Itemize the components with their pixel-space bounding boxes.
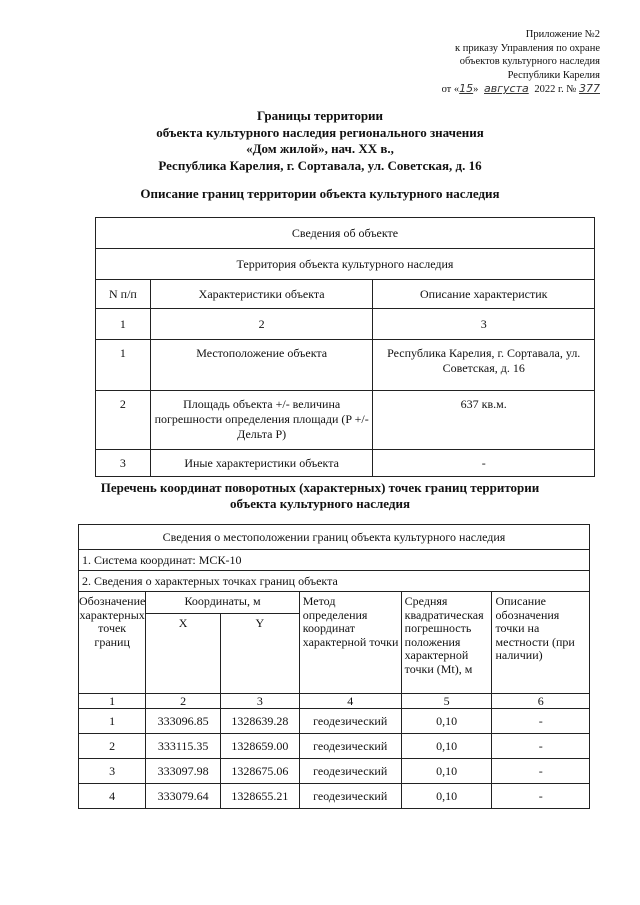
column-header: Описание характеристик <box>373 280 595 309</box>
handwritten-month: августа <box>484 82 529 95</box>
row-number: 1 <box>96 340 151 391</box>
point-y: 1328675.06 <box>220 759 299 784</box>
appendix-line-1: Приложение №2 <box>525 29 600 40</box>
point-x: 333115.35 <box>146 734 221 759</box>
coordinates-group-header: Координаты, м <box>146 592 299 614</box>
table-row <box>79 759 590 784</box>
column-number: 2 <box>150 309 373 340</box>
point-number: 2 <box>79 734 146 759</box>
table-row <box>96 391 595 450</box>
coords-header-row <box>79 592 590 614</box>
section-2-title-line-2: объекта культурного наследия <box>230 496 410 511</box>
object-info-header: Сведения об объекте <box>96 218 595 249</box>
handwritten-day: 15 <box>459 82 474 95</box>
row-description: Республика Карелия, г. Сортавала, ул. Советская, д. 16 <box>373 340 595 391</box>
appendix-line-4: Республики Карелия <box>507 69 600 81</box>
column-number-row <box>96 309 595 340</box>
point-number: 3 <box>79 759 146 784</box>
x-header: X <box>146 614 221 694</box>
point-description: - <box>492 759 590 784</box>
column-number: 6 <box>492 694 590 709</box>
point-x: 333096.85 <box>146 709 221 734</box>
object-info-table <box>95 217 595 477</box>
title-line-3: «Дом жилой», нач. XX в., <box>246 141 394 156</box>
column-number: 2 <box>146 694 221 709</box>
section-1-title: Описание границ территории объекта культурного наследия <box>140 186 500 201</box>
point-x: 333097.98 <box>146 759 221 784</box>
date-mid: » <box>473 84 479 95</box>
coordinates-header: Сведения о местоположении границ объекта культурного наследия <box>79 525 590 550</box>
point-y: 1328639.28 <box>220 709 299 734</box>
point-method: геодезический <box>299 734 401 759</box>
section-2-title-line-1: Перечень координат поворотных (характерных) точек границ территории <box>100 480 540 495</box>
document-title <box>0 108 640 174</box>
point-accuracy: 0,10 <box>401 784 492 809</box>
table-row <box>96 450 595 477</box>
date-prefix: от « <box>441 84 460 95</box>
table-row <box>79 709 590 734</box>
point-accuracy: 0,10 <box>401 709 492 734</box>
point-x: 333079.64 <box>146 784 221 809</box>
coordinates-table <box>78 524 590 809</box>
appendix-block <box>360 28 600 97</box>
appendix-line-3: объектов культурного наследия <box>459 56 600 67</box>
point-accuracy: 0,10 <box>401 759 492 784</box>
column-number: 4 <box>299 694 401 709</box>
title-line-4: Республика Карелия, г. Сортавала, ул. Советская, д. 16 <box>158 157 482 173</box>
table-row <box>79 784 590 809</box>
title-line-2: объекта культурного наследия регионального значения <box>156 124 484 140</box>
column-header: N п/п <box>96 280 151 309</box>
point-number: 1 <box>79 709 146 734</box>
order-date-line <box>360 82 600 97</box>
column-number-row <box>79 694 590 709</box>
point-y: 1328655.21 <box>220 784 299 809</box>
column-number: 3 <box>373 309 595 340</box>
point-id-header: Обозначение характерных точек границ <box>79 592 146 694</box>
row-description: 637 кв.м. <box>373 391 595 450</box>
column-header: Характеристики объекта <box>150 280 373 309</box>
point-method: геодезический <box>299 709 401 734</box>
row-characteristic: Местоположение объекта <box>150 340 373 391</box>
column-number: 5 <box>401 694 492 709</box>
column-number: 1 <box>96 309 151 340</box>
table-header-row <box>96 280 595 309</box>
point-method: геодезический <box>299 784 401 809</box>
date-suffix: 2022 г. № <box>534 84 577 95</box>
point-number: 4 <box>79 784 146 809</box>
column-number: 3 <box>220 694 299 709</box>
row-characteristic: Иные характеристики объекта <box>150 450 373 477</box>
point-description-header: Описание обозначения точки на местности (при наличии) <box>492 592 590 694</box>
row-characteristic: Площадь объекта +/- величина погрешности определения площади (P +/- Дельта P) <box>150 391 373 450</box>
point-description: - <box>492 734 590 759</box>
column-number: 1 <box>79 694 146 709</box>
point-description: - <box>492 784 590 809</box>
coordinate-system: 1. Система координат: МСК-10 <box>79 550 590 571</box>
appendix-line-2: к приказу Управления по охране <box>455 42 600 54</box>
method-header: Метод определения координат характерной точки <box>299 592 401 694</box>
table-row <box>79 734 590 759</box>
point-method: геодезический <box>299 759 401 784</box>
point-y: 1328659.00 <box>220 734 299 759</box>
row-number: 2 <box>96 391 151 450</box>
table-row <box>96 340 595 391</box>
handwritten-order-number: 377 <box>579 82 600 95</box>
territory-header: Территория объекта культурного наследия <box>96 249 595 280</box>
row-description: - <box>373 450 595 477</box>
point-accuracy: 0,10 <box>401 734 492 759</box>
title-line-1: Границы территории <box>256 108 384 123</box>
accuracy-header: Средняя квадратическая погрешность положения характерной точки (Mt), м <box>401 592 492 694</box>
section-2-title <box>0 480 640 512</box>
point-description: - <box>492 709 590 734</box>
points-header: 2. Сведения о характерных точках границ объекта <box>79 571 590 592</box>
row-number: 3 <box>96 450 151 477</box>
y-header: Y <box>220 614 299 694</box>
